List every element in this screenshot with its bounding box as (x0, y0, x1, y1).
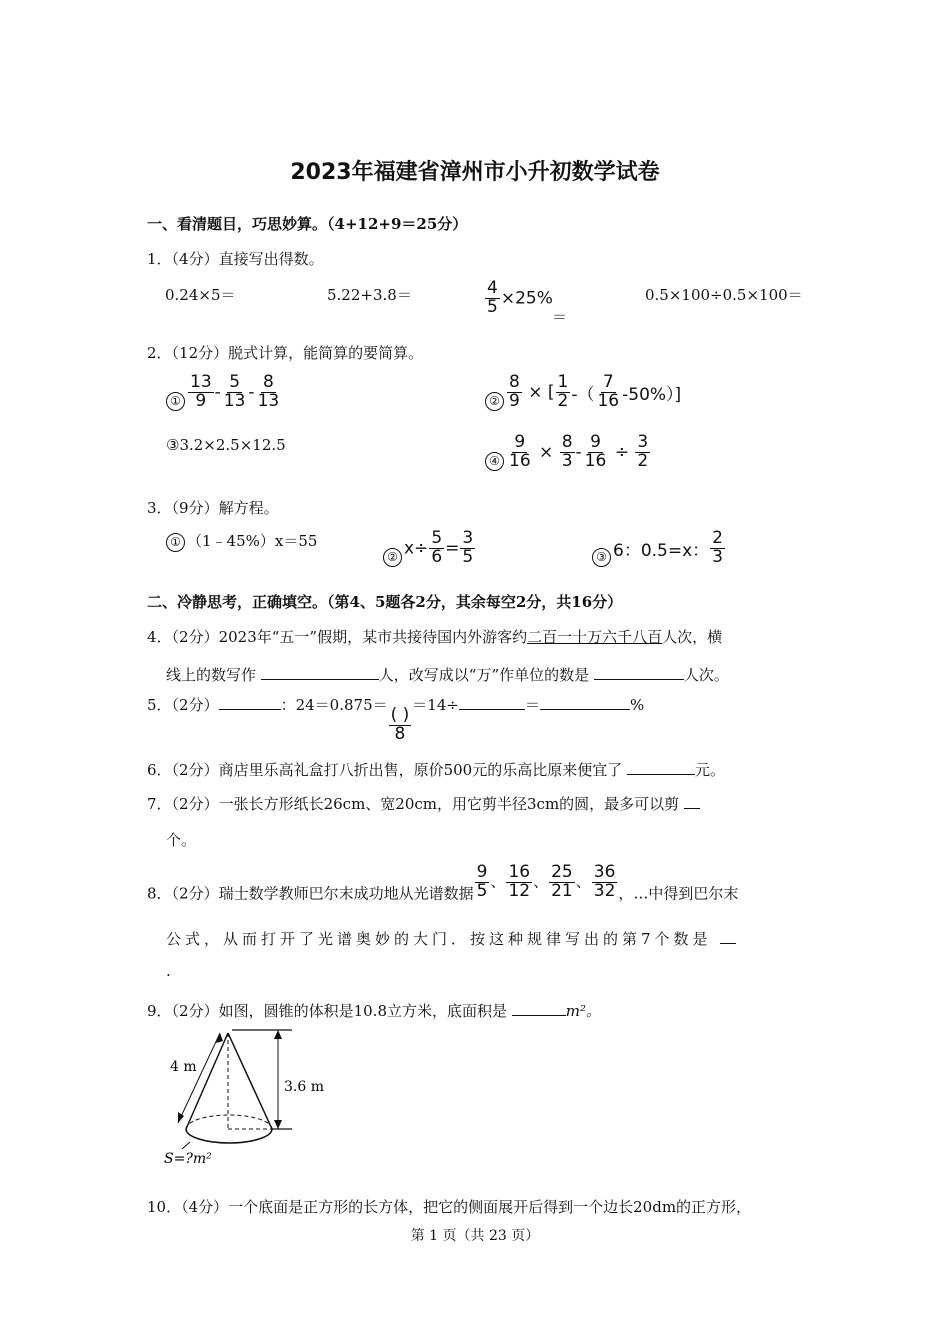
q1-item-d: 0.5×100÷0.5×100＝ (645, 286, 803, 304)
q3-eq-2: ② x÷ $\frac{5}{6}$ = $\frac{3}{5}$ (383, 530, 476, 567)
question-1-label: 1．（4分）直接写出得数。 (147, 250, 324, 268)
section-1-heading: 一、看清题目，巧思妙算。（4+12+9＝25分） (147, 215, 468, 233)
question-7-line-1: 7．（2分）一张长方形纸长26cm、宽20cm，用它剪半径3cm的圆，最多可以剪 (147, 793, 700, 814)
question-3-label: 3．（9分）解方程。 (147, 499, 279, 517)
section-2-heading: 二、冷静思考，正确填空。（第4、5题各2分，其余每空2分，共16分） (147, 593, 623, 611)
question-5: 5．（2分） ：24＝0.875＝ $\frac{( )}{8}$ ＝14÷ ＝ % (147, 696, 645, 744)
question-8-line-1: 8．（2分）瑞士数学教师巴尔末成功地从光谱数据 $\frac{9}{5}$ 、 $\frac{16}{12}$ 、 $\frac{25}{21}$ 、 $\frac{36}{32}$ ，…中得到巴尔末 (147, 862, 739, 903)
question-7-line-2: 个。 (166, 831, 197, 849)
question-10: 10．（4分）一个底面是正方形的长方体，把它的侧面展开后得到一个边长20dm的正方形， (147, 1198, 752, 1216)
question-8-line-2: 公式，从而打开了光谱奥妙的大门．按这种规律写出的第7个数是 (166, 928, 736, 949)
question-4-line-1: 4．（2分）2023年“五一”假期，某市共接待国内外游客约二百一十万六千八百人次，横 (147, 628, 723, 646)
question-8-line-3: . (166, 962, 171, 980)
q2-expr-1: ① $\frac{13}{9}$ - $\frac{5}{13}$ - $\frac{8}{13}$ (166, 374, 282, 411)
page-footer: 第 1 页（共 23 页） (410, 1228, 540, 1244)
slant-label: 4 m (170, 1059, 197, 1075)
q1-item-a: 0.24×5＝ (165, 286, 236, 304)
q2-expr-3: ③3.2×2.5×12.5 (166, 436, 286, 454)
q1-item-c: $\frac{4}{5}$ ×25% (487, 278, 553, 317)
q1-item-b: 5.22+3.8＝ (327, 286, 412, 304)
question-4-line-2: 线上的数写作 人，改写成以“万”作单位的数是 人次。 (166, 666, 729, 684)
cone-figure (160, 1025, 345, 1175)
height-label: 3.6 m (284, 1079, 324, 1095)
question-6: 6．（2分）商店里乐高礼盒打八折出售，原价500元的乐高比原来便宜了 元。 (147, 761, 726, 779)
question-2-label: 2．（12分）脱式计算，能简算的要简算。 (147, 344, 424, 362)
q2-expr-4: ④ $\frac{9}{16}$ × $\frac{8}{3}$ - $\frac{9}{16}$ ÷ $\frac{3}{2}$ (485, 434, 651, 471)
q3-eq-1: ① （1﹣45%）x＝55 (166, 530, 317, 552)
q1-item-c-equals: ＝ (552, 308, 568, 326)
page-title: 2023年福建省漳州市小升初数学试卷 (290, 160, 660, 185)
question-9: 9．（2分）如图，圆锥的体积是10.8立方米，底面积是 m²。 (147, 1002, 602, 1020)
q3-eq-3: ③ 6：0.5=x： $\frac{2}{3}$ (592, 530, 726, 567)
q2-expr-2: ② $\frac{8}{9}$ × [ $\frac{1}{2}$ -（ $\frac{7}{16}$ -50%）] (485, 374, 681, 411)
area-label: S=?m² (164, 1151, 212, 1167)
